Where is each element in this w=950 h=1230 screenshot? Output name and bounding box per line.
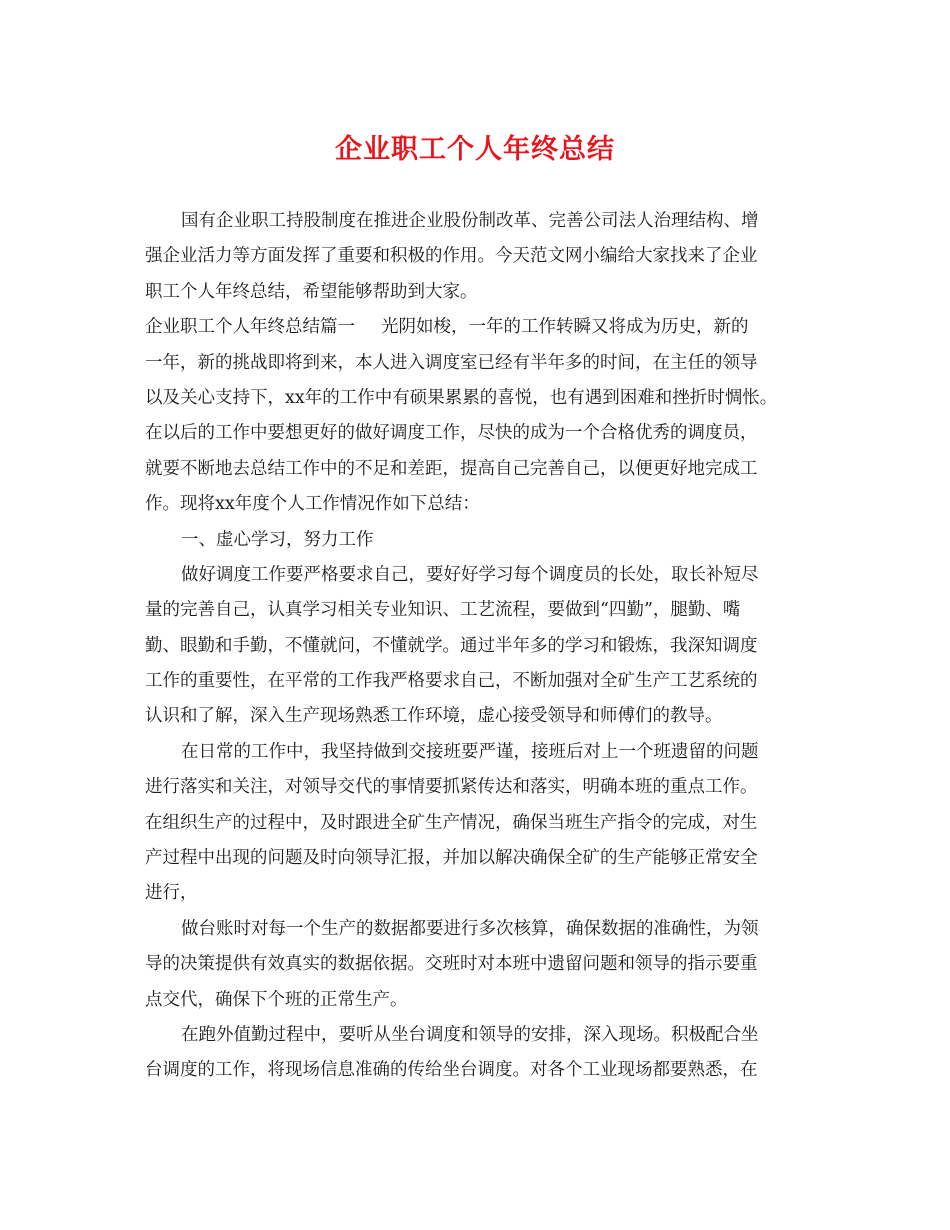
text-line-segment: 强企业活力等方面发挥了重要和积极的作用。今天范文网小编给大家找来了企业 xyxy=(145,246,758,267)
text-line xyxy=(145,912,815,947)
document-title: 企业职工个人年终总结 xyxy=(335,134,615,165)
text-line xyxy=(145,381,815,416)
text-line xyxy=(145,239,815,274)
text-line xyxy=(145,1018,815,1053)
text-line xyxy=(145,310,815,345)
text-line xyxy=(145,629,815,664)
text-line-segment: 工作的重要性，在平常的工作我严格要求自己，不断加强对全矿生产工艺系统的 xyxy=(145,671,758,692)
text-line-segment: 在组织生产的过程中，及时跟进全矿生产情况，确保当班生产指令的完成，对生 xyxy=(145,812,758,833)
text-line-segment: 光阴如梭，一年的工作转瞬又将成为历史，新的 xyxy=(381,317,749,338)
text-line-segment: 导的决策提供有效真实的数据依据。交班时对本班中遗留问题和领导的指示要重 xyxy=(145,954,758,975)
text-line-segment: 国有企业职工持股制度在推进企业股份制改革、完善公司法人治理结构、增 xyxy=(181,211,759,231)
document-body xyxy=(145,204,815,1089)
text-line xyxy=(145,983,815,1018)
text-line-segment: 职工个人年终总结，希望能够帮助到大家。 xyxy=(145,281,478,302)
text-line xyxy=(145,770,815,805)
text-line-segment: 就要不断地去总结工作中的不足和差距，提高自己完善自己，以便更好地完成工 xyxy=(145,458,758,479)
text-line-segment: 点交代，确保下个班的正常生产。 xyxy=(145,989,408,1010)
text-line xyxy=(145,346,815,381)
text-line xyxy=(145,664,815,699)
text-line xyxy=(145,806,815,841)
text-line-segment: 量的完善自己，认真学习相关专业知识、工艺流程，要做到“四勤”，腿勤、嘴 xyxy=(145,600,741,621)
text-line xyxy=(145,523,815,558)
text-line-segment: 做台账时对每一个生产的数据都要进行多次核算，确保数据的准确性，为领 xyxy=(181,918,759,939)
text-line xyxy=(145,452,815,487)
text-line-segment: 企业职工个人年终总结篇一 xyxy=(145,317,355,338)
text-line-segment: 一、虚心学习，努力工作 xyxy=(181,529,374,550)
text-line-segment: 进行落实和关注，对领导交代的事情要抓紧传达和落实，明确本班的重点工作。 xyxy=(145,777,758,798)
text-line xyxy=(145,487,815,522)
text-line xyxy=(145,841,815,876)
text-line-segment: 一年，新的挑战即将到来，本人进入调度室已经有半年多的时间，在主任的领导 xyxy=(145,352,758,373)
text-line-segment: 进行， xyxy=(145,883,198,904)
text-line-segment: 在以后的工作中要想更好的做好调度工作，尽快的成为一个合格优秀的调度员， xyxy=(145,423,758,444)
text-line xyxy=(145,204,815,239)
text-line xyxy=(145,558,815,593)
text-line xyxy=(145,1053,815,1088)
text-line xyxy=(145,699,815,734)
text-line xyxy=(145,275,815,310)
text-line-segment: 台调度的工作，将现场信息准确的传给坐台调度。对各个工业现场都要熟悉，在 xyxy=(145,1060,758,1081)
text-line xyxy=(145,735,815,770)
text-line-segment: 在日常的工作中，我坚持做到交接班要严谨，接班后对上一个班遗留的问题 xyxy=(181,741,759,762)
text-line xyxy=(145,947,815,982)
text-line-segment: 作。现将xx年度个人工作情况作如下总结： xyxy=(145,494,480,515)
text-line-segment: 在跑外值勤过程中，要听从坐台调度和领导的安排，深入现场。积极配合坐 xyxy=(181,1024,759,1045)
text-line-segment: 认识和了解，深入生产现场熟悉工作环境，虚心接受领导和师傅们的教导。 xyxy=(145,706,723,727)
text-line-segment: 勤、眼勤和手勤，不懂就问，不懂就学。通过半年多的学习和锻炼，我深知调度 xyxy=(145,635,758,656)
text-line xyxy=(145,876,815,911)
text-line xyxy=(145,593,815,628)
text-line xyxy=(145,416,815,451)
text-line-segment: 以及关心支持下，xx年的工作中有硕果累累的喜悦，也有遇到困难和挫折时惆怅。 xyxy=(145,387,778,408)
text-line-segment: 产过程中出现的问题及时向领导汇报，并加以解决确保全矿的生产能够正常安全 xyxy=(145,848,758,869)
text-line-segment: 做好调度工作要严格要求自己，要好好学习每个调度员的长处，取长补短尽 xyxy=(181,564,759,585)
